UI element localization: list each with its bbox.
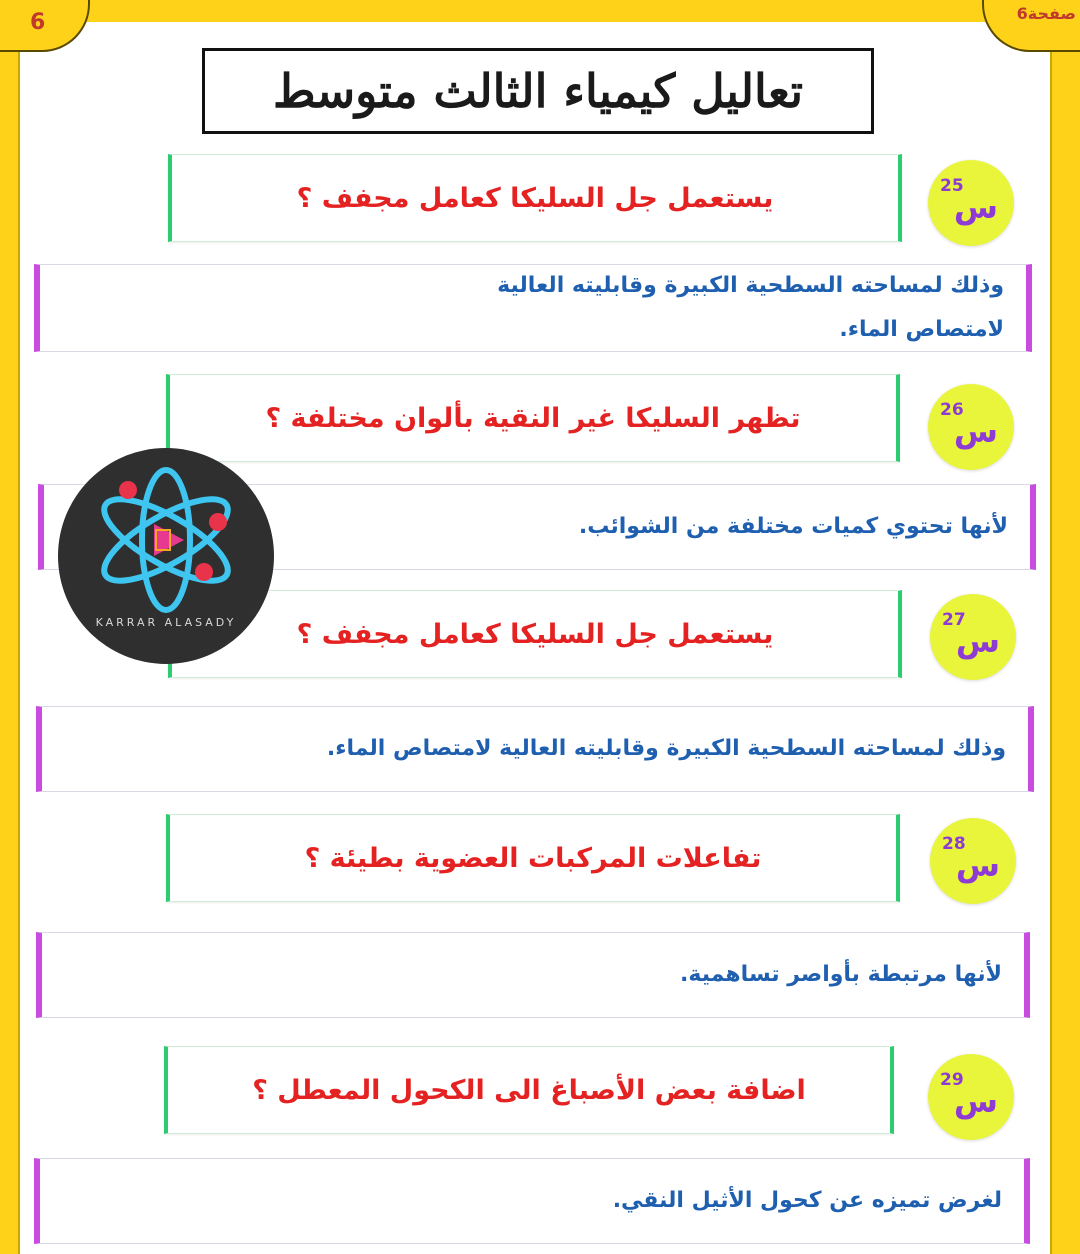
- question-badge: [928, 1054, 1014, 1140]
- question-letter: س: [955, 622, 1000, 660]
- answer-box: [36, 706, 1034, 792]
- question-badge: [930, 594, 1016, 680]
- question-number: 26: [940, 400, 964, 420]
- question-box: [168, 590, 902, 678]
- page-label-tab: [982, 0, 1080, 52]
- question-letter: س: [953, 1082, 998, 1120]
- page-title: تعاليل كيمياء الثالث متوسط: [272, 64, 804, 118]
- question-number: 29: [940, 1070, 964, 1090]
- page-label: صفحة6: [1016, 4, 1076, 23]
- question-box: [166, 814, 900, 902]
- logo-caption: KARRAR ALASADY: [95, 616, 237, 629]
- question-number: 27: [942, 610, 966, 630]
- question-box: [168, 154, 902, 242]
- channel-logo: [58, 448, 274, 664]
- question-text: يستعمل جل السليكا كعامل مجفف ؟: [296, 182, 774, 214]
- question-text: يستعمل جل السليكا كعامل مجفف ؟: [296, 618, 774, 650]
- question-badge: [928, 160, 1014, 246]
- question-text: تظهر السليكا غير النقية بألوان مختلفة ؟: [265, 402, 801, 434]
- page-frame-left: [0, 0, 18, 1254]
- frame-inner-line: [18, 50, 20, 1254]
- question-number: 28: [942, 834, 966, 854]
- page-frame-right: [1050, 0, 1080, 1254]
- question-text: اضافة بعض الأصباغ الى الكحول المعطل ؟: [252, 1074, 806, 1106]
- question-badge: [928, 384, 1014, 470]
- answer-box: [34, 264, 1032, 352]
- question-badge: [930, 818, 1016, 904]
- answer-text: وذلك لمساحته السطحية الكبيرة وقابليته العالية لامتصاص الماء.: [497, 273, 1004, 342]
- question-box: [166, 374, 900, 462]
- page-number-tab: [0, 0, 90, 52]
- answer-text: لأنها تحتوي كميات مختلفة من الشوائب.: [578, 514, 1008, 539]
- answer-text: لأنها مرتبطة بأواصر تساهمية.: [680, 962, 1002, 987]
- page-frame-top: [0, 0, 1080, 22]
- question-letter: س: [955, 846, 1000, 884]
- answer-text: لغرض تميزه عن كحول الأثيل النقي.: [612, 1188, 1002, 1213]
- title-box: [202, 48, 874, 134]
- question-text: تفاعلات المركبات العضوية بطيئة ؟: [304, 842, 762, 874]
- question-number: 25: [940, 176, 964, 196]
- page-number: 6: [30, 10, 46, 35]
- question-box: [164, 1046, 894, 1134]
- answer-box: [34, 1158, 1030, 1244]
- question-letter: س: [953, 412, 998, 450]
- frame-inner-line: [1050, 50, 1052, 1254]
- answer-text: وذلك لمساحته السطحية الكبيرة وقابليته العالية لامتصاص الماء.: [326, 736, 1006, 761]
- atom-play-icon: [58, 448, 274, 664]
- answer-box: [36, 932, 1030, 1018]
- question-letter: س: [953, 188, 998, 226]
